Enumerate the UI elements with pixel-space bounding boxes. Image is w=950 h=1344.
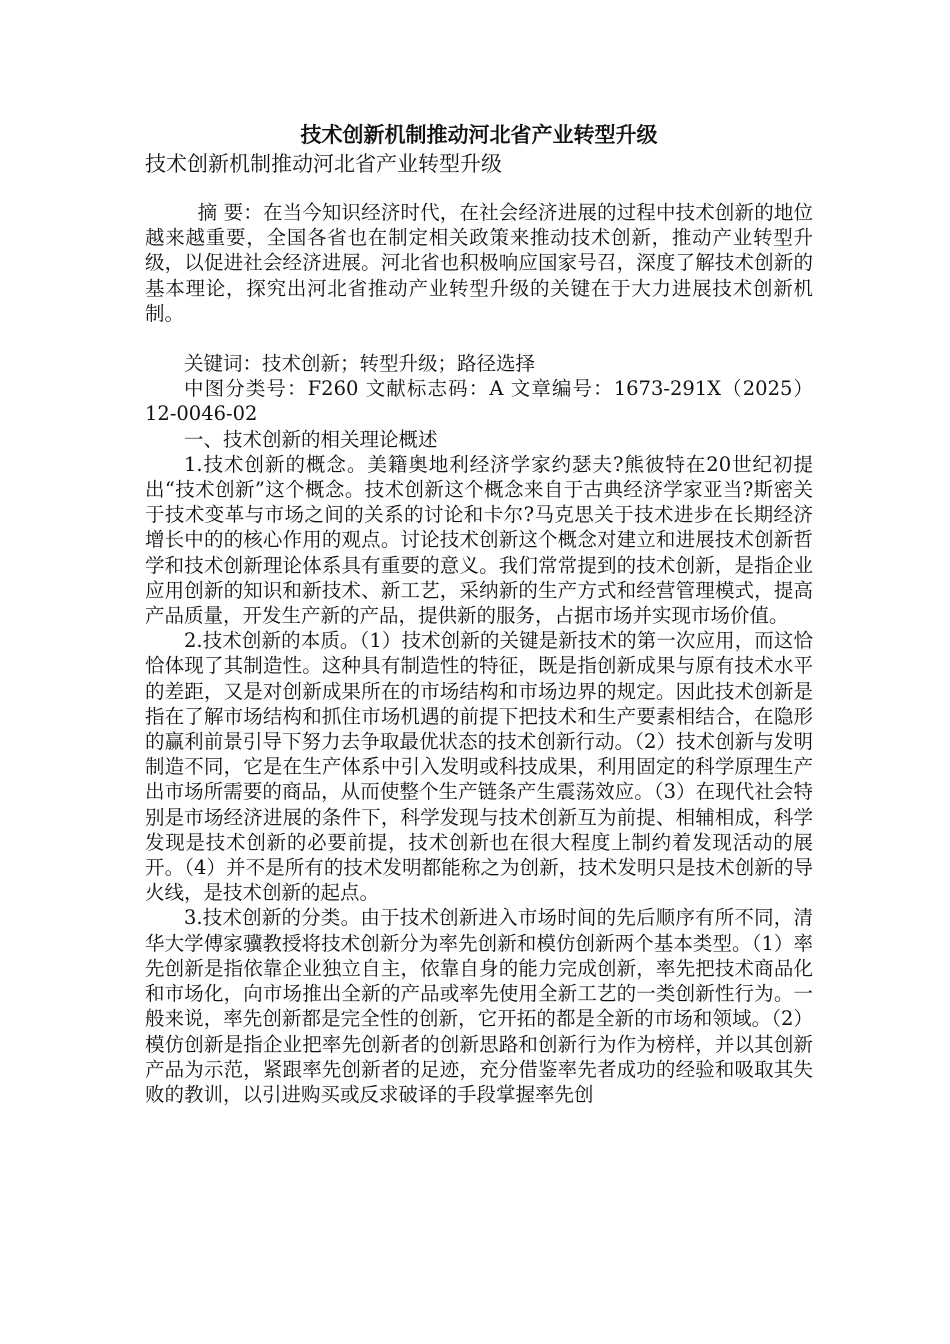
- document-title: 技术创新机制推动河北省产业转型升级: [300, 122, 658, 147]
- section-heading: 一、技术创新的相关理论概述: [184, 427, 438, 451]
- body-paragraph-concept: 1.技术创新的概念。美籍奥地利经济学家约瑟夫?熊彼特在20世纪初提出“技术创新”这个概念。技术创新这个概念来自于古典经济学家亚当?斯密关于技术变革与市场之间的关系的讨论和卡尔?马克思关于技术进步在长期经济增长中的的核心作用的观点。讨论技术创新这个概念对建立和进展技术创新哲学和技术创新理论体系具有重要的意义。我们常常提到的技术创新，是指企业应用创新的知识和新技术、新工艺，采纳新的生产方式和经营管理模式，提高产品质量，开发生产新的产品，提供新的服务，占据市场并实现市场价值。: [145, 452, 813, 628]
- keywords-line: 关键词：技术创新；转型升级；路径选择: [184, 352, 536, 376]
- body-paragraph-classification: 3.技术创新的分类。由于技术创新进入市场时间的先后顺序有所不同，清华大学傅家骥教授将技术创新分为率先创新和模仿创新两个基本类型。（1）率先创新是指依靠企业独立自主，依靠自身的能力完成创新，率先把技术商品化和市场化，向市场推出全新的产品或率先使用全新工艺的一类创新性行为。一般来说，率先创新都是完全性的创新，它开拓的都是全新的市场和领域。（2）模仿创新是指企业把率先创新者的创新思路和创新行为作为榜样，并以其创新产品为示范，紧跟率先创新者的足迹，充分借鉴率先者成功的经验和吸取其失败的教训，以引进购买或反求破译的手段掌握率先创: [145, 906, 813, 1106]
- classification-line: 中图分类号：F260 文献标志码：A 文章编号：1673-291X（2025）12-0046-02: [145, 377, 813, 426]
- document-page: [145, 120, 813, 1107]
- abstract-paragraph: 摘 要：在当今知识经济时代，在社会经济进展的过程中技术创新的地位越来越重要，全国各省也在制定相关政策来推动技术创新，推动产业转型升级，以促进社会经济进展。河北省也积极响应国家号召，深度了解技术创新的基本理论，探究出河北省推动产业转型升级的关键在于大力进展技术创新机制。: [145, 201, 813, 325]
- body-paragraph-essence: 2.技术创新的本质。（1）技术创新的关键是新技术的第一次应用，而这恰恰体现了其制造性。这种具有制造性的特征，既是指创新成果与原有技术水平的差距，又是对创新成果所在的市场结构和市场边界的规定。因此技术创新是指在了解市场结构和抓住市场机遇的前提下把技术和生产要素相结合，在隐形的赢利前景引导下努力去争取最优状态的技术创新行动。（2）技术创新与发明制造不同，它是在生产体系中引入发明或科技成果，利用固定的科学原理生产出市场所需要的商品，从而使整个生产链条产生震荡效应。（3）在现代社会特别是市场经济进展的条件下，科学发现与技术创新互为前提、相辅相成，科学发现是技术创新的必要前提，技术创新也在很大程度上制约着发现活动的展开。（4）并不是所有的技术发明都能称之为创新，技术发明只是技术创新的导火线，是技术创新的起点。: [145, 629, 813, 905]
- document-subtitle: 技术创新机制推动河北省产业转型升级: [145, 152, 502, 176]
